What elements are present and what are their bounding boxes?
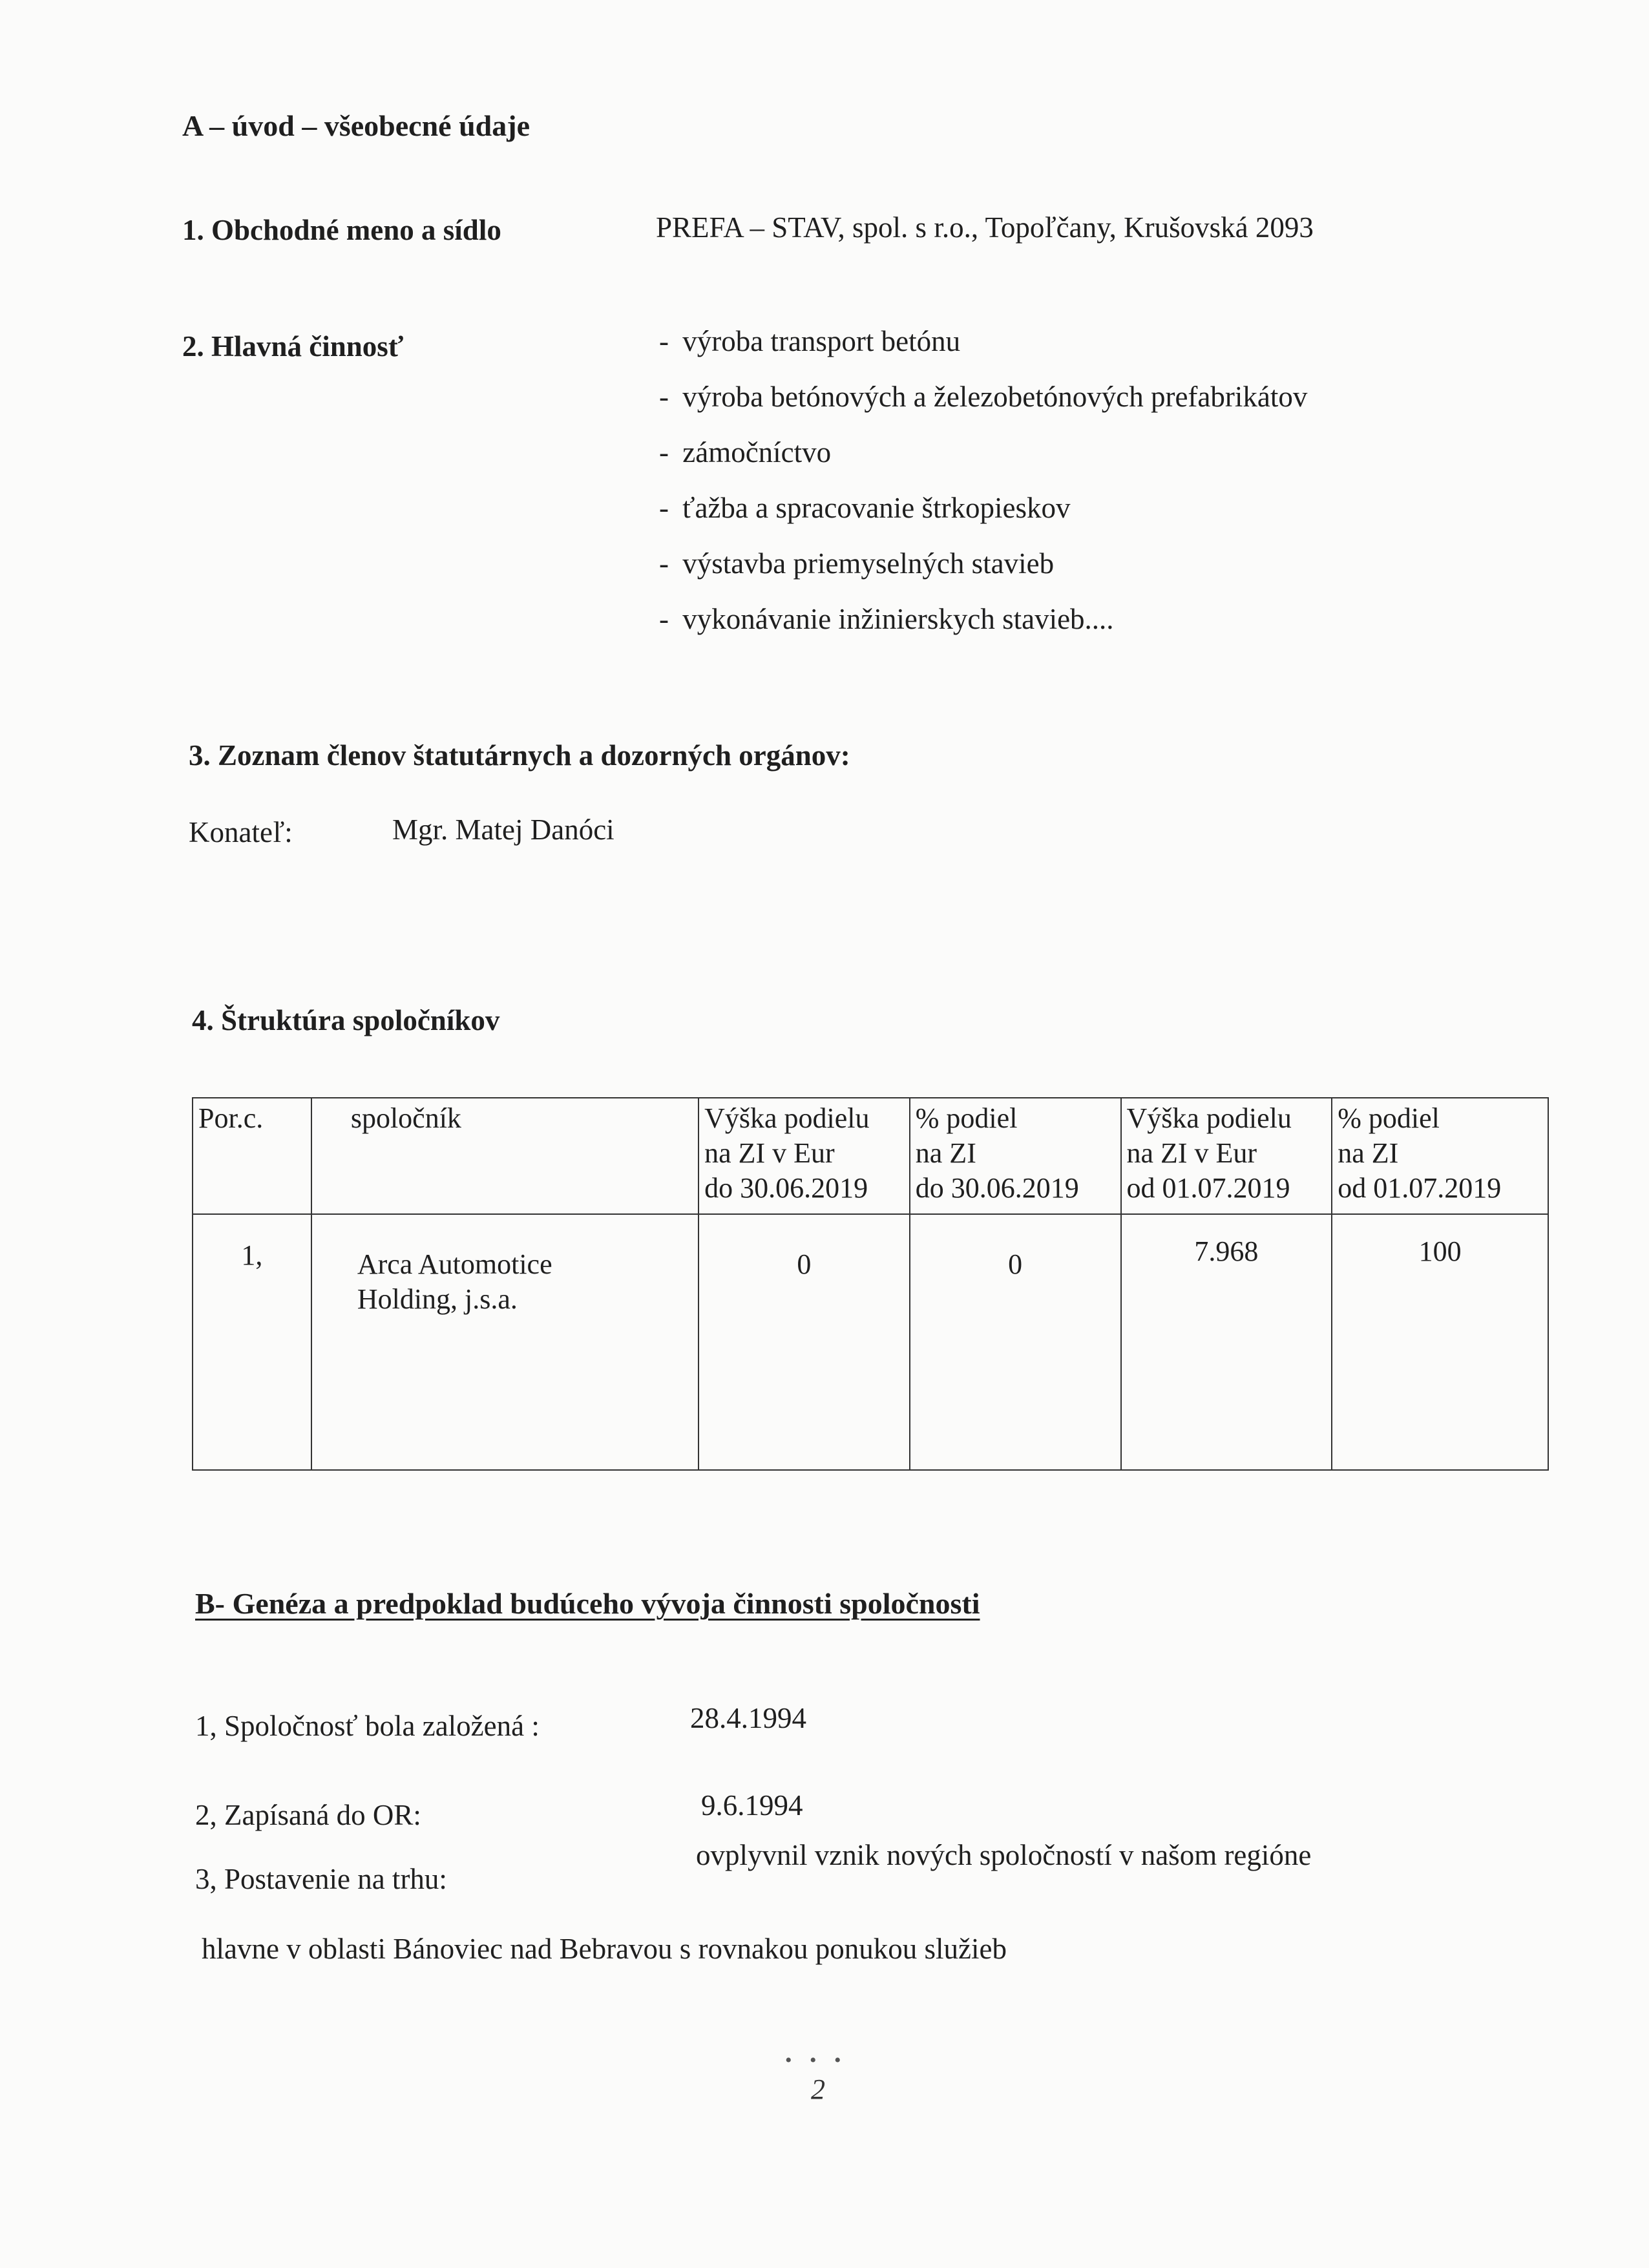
partners-structure-label: 4. Štruktúra spoločníkov bbox=[192, 1004, 500, 1036]
activity-list bbox=[659, 323, 1307, 656]
activity-item: - ťažba a spracovanie štrkopieskov bbox=[659, 490, 1307, 545]
header-cell: % podiel na ZI do 30.06.2019 bbox=[910, 1098, 1121, 1214]
partners-table bbox=[192, 1097, 1549, 1471]
main-activity-label: 2. Hlavná činnosť bbox=[182, 330, 404, 362]
konatel-label: Konateľ: bbox=[189, 816, 293, 848]
header-cell: spoločník bbox=[311, 1098, 698, 1214]
company-name-value: PREFA – STAV, spol. s r.o., Topoľčany, Krušovská 2093 bbox=[656, 211, 1314, 244]
table-header-row bbox=[193, 1098, 1548, 1214]
header-cell: Výška podielu na ZI v Eur do 30.06.2019 bbox=[698, 1098, 910, 1214]
konatel-value: Mgr. Matej Danóci bbox=[392, 814, 614, 846]
market-position-value: ovplyvnil vznik nových spoločností v našom regióne bbox=[696, 1839, 1312, 1871]
activity-item: - výstavba priemyselných stavieb bbox=[659, 545, 1307, 601]
pct-after: 100 bbox=[1332, 1214, 1548, 1470]
market-position-label: 3, Postavenie na trhu: bbox=[195, 1863, 447, 1895]
header-cell: Por.c. bbox=[193, 1098, 311, 1214]
share-after: 7.968 bbox=[1121, 1214, 1332, 1470]
table-row bbox=[193, 1214, 1548, 1470]
partner-name: Arca Automotice Holding, j.s.a. bbox=[311, 1214, 698, 1470]
registered-value: 9.6.1994 bbox=[701, 1789, 803, 1822]
header-cell: % podiel na ZI od 01.07.2019 bbox=[1332, 1098, 1548, 1214]
market-position-continuation: hlavne v oblasti Bánoviec nad Bebravou s rovnakou ponukou služieb bbox=[202, 1933, 1007, 1965]
page-ornament: • • • bbox=[785, 2050, 848, 2071]
pct-before: 0 bbox=[910, 1214, 1121, 1470]
row-number: 1, bbox=[193, 1214, 311, 1470]
founded-value: 28.4.1994 bbox=[690, 1702, 806, 1734]
activity-item: - zámočníctvo bbox=[659, 434, 1307, 490]
share-before: 0 bbox=[698, 1214, 910, 1470]
registered-label: 2, Zapísaná do OR: bbox=[195, 1799, 421, 1831]
header-cell: Výška podielu na ZI v Eur od 01.07.2019 bbox=[1121, 1098, 1332, 1214]
activity-item: - výroba transport betónu bbox=[659, 323, 1307, 379]
section-b-title: B- Genéza a predpoklad budúceho vývoja činnosti spoločnosti bbox=[195, 1587, 980, 1620]
statutory-bodies-label: 3. Zoznam členov štatutárnych a dozorných orgánov: bbox=[189, 739, 850, 772]
activity-item: - výroba betónových a železobetónových prefabrikátov bbox=[659, 379, 1307, 434]
founded-label: 1, Spoločnosť bola založená : bbox=[195, 1710, 540, 1742]
section-a-title: A – úvod – všeobecné údaje bbox=[182, 109, 530, 142]
company-name-label: 1. Obchodné meno a sídlo bbox=[182, 214, 501, 246]
activity-item: - vykonávanie inžinierskych stavieb.... bbox=[659, 601, 1307, 656]
page-number: 2 bbox=[811, 2074, 825, 2105]
